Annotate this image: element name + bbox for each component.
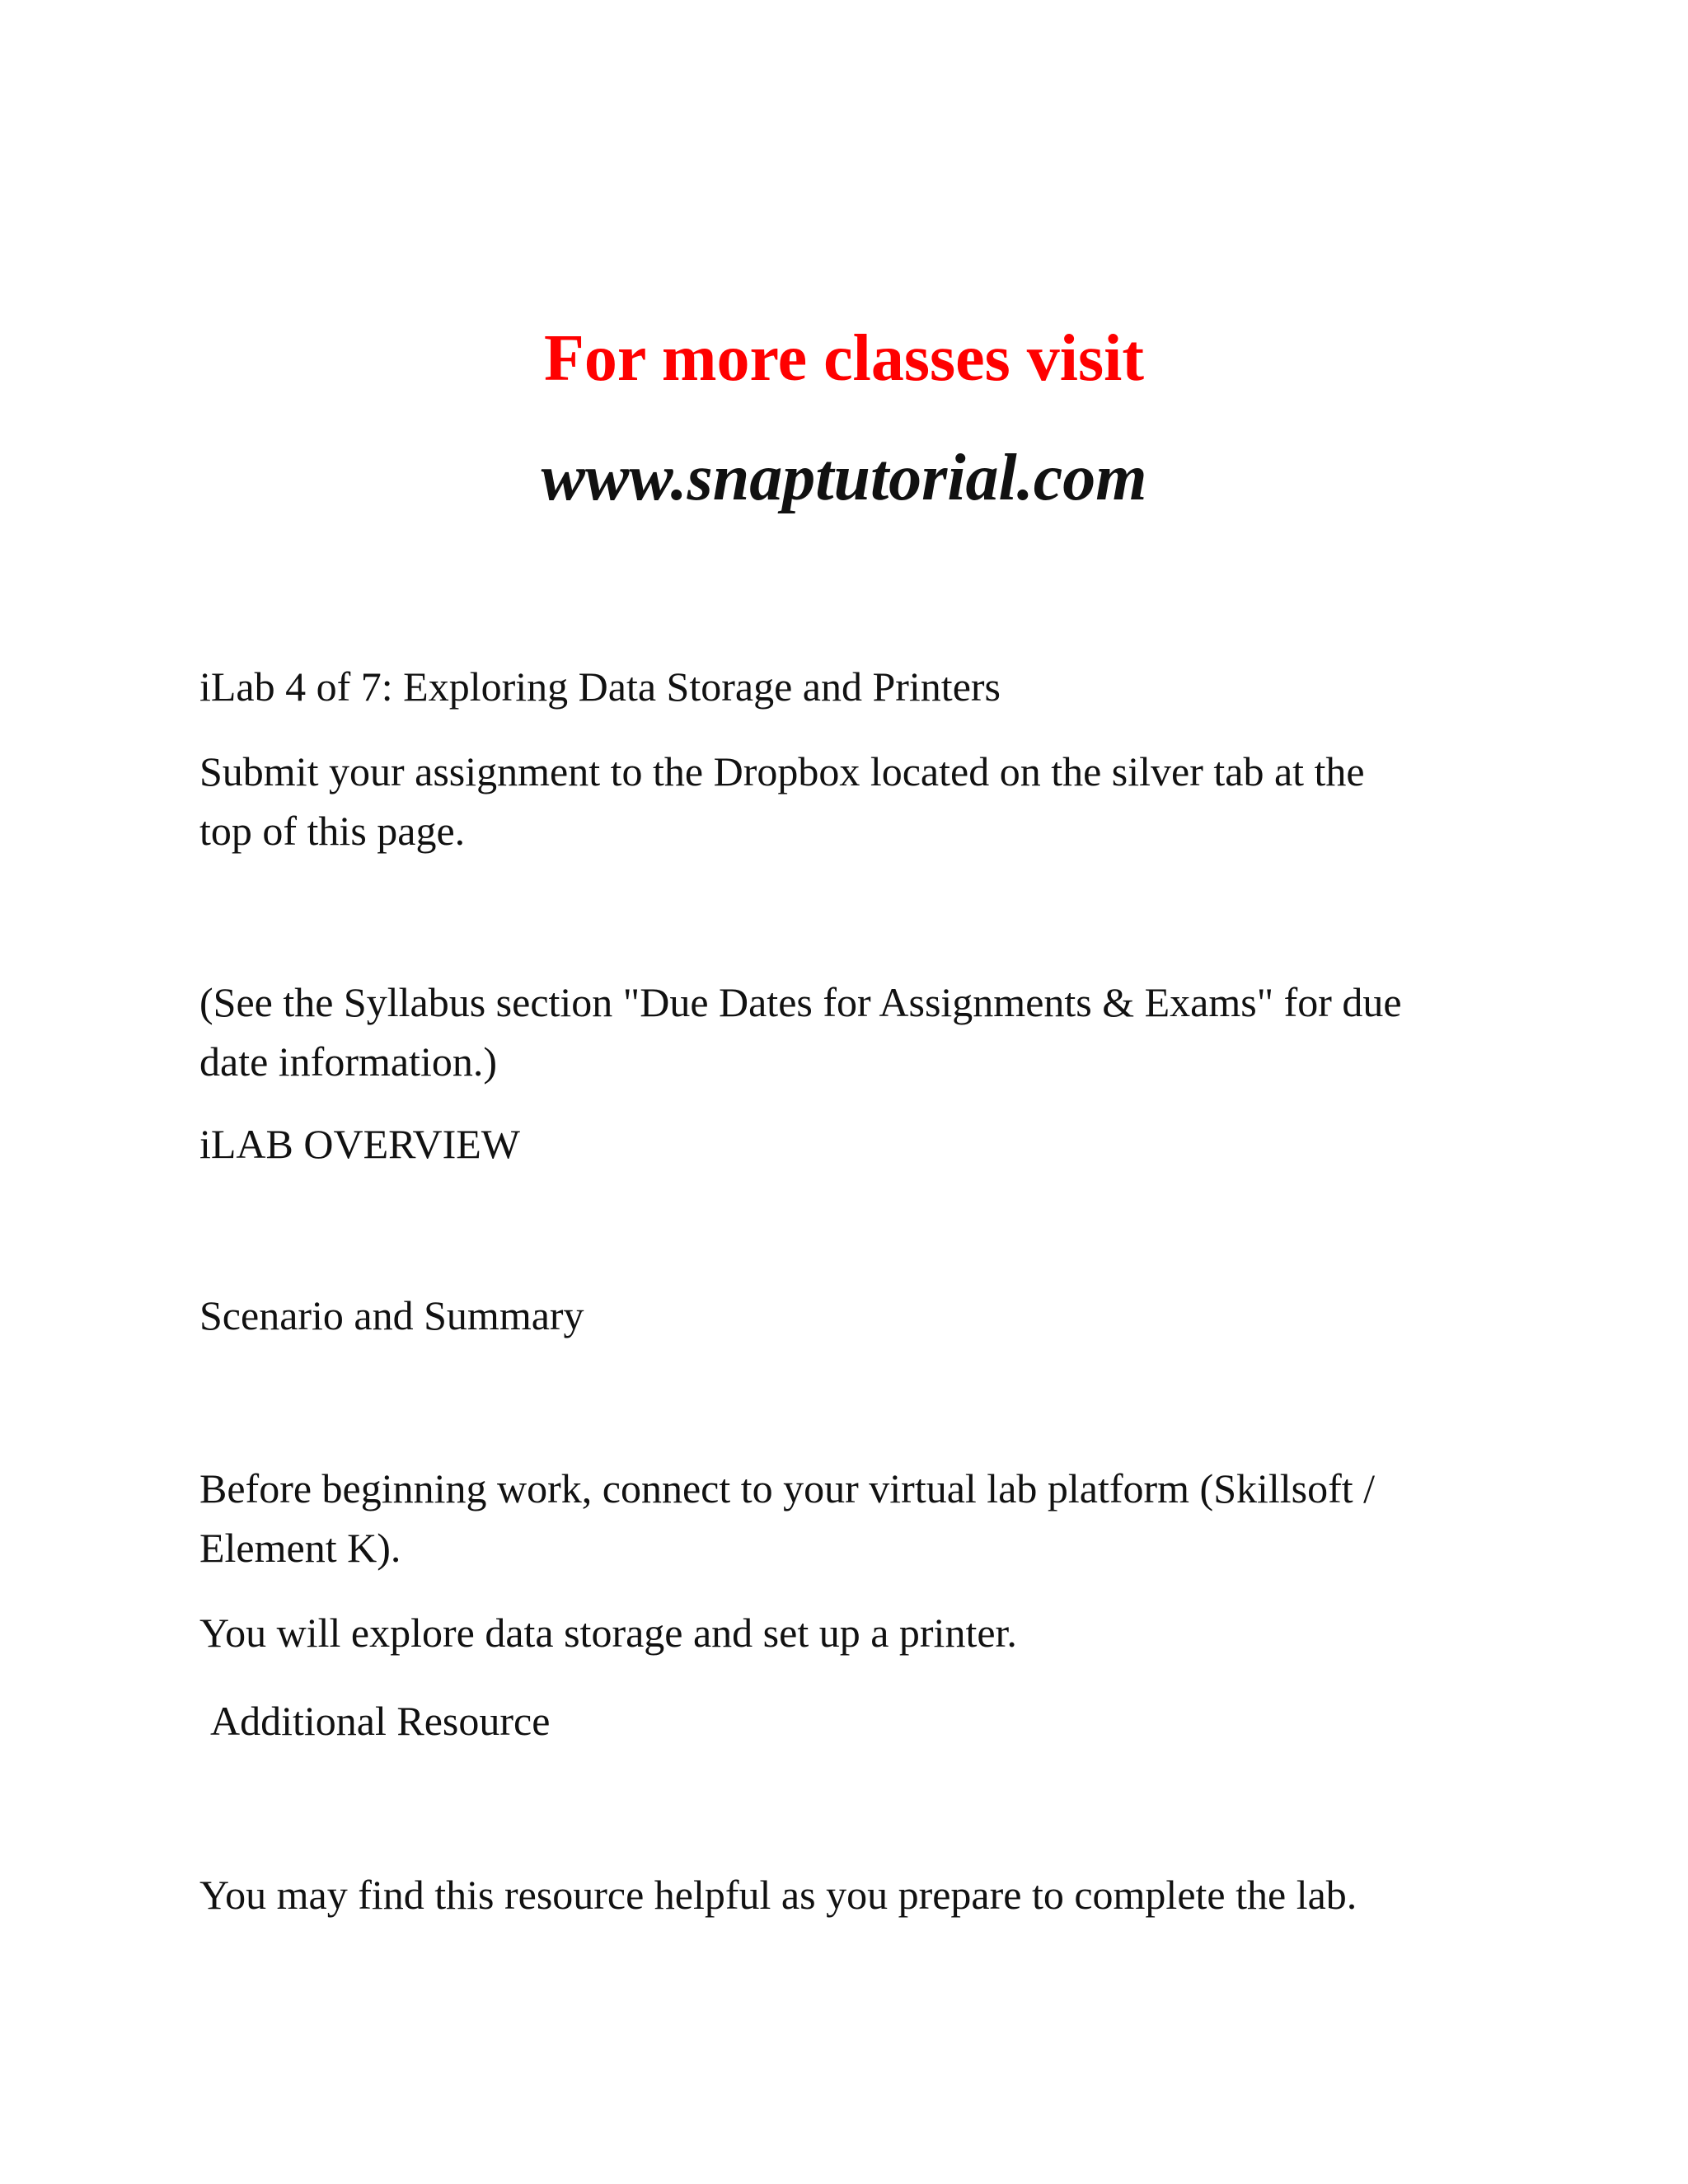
scenario-heading: Scenario and Summary [199, 1292, 584, 1338]
additional-resource-heading: Additional Resource [210, 1698, 551, 1744]
promo-heading: For more classes visit [543, 322, 1144, 395]
syllabus-note: (See the Syllabus section "Due Dates for Assignments & Exams" for due date information.) [199, 979, 1402, 1085]
explore-text: You will explore data storage and set up a printer. [199, 1610, 1017, 1656]
submit-instructions: Submit your assignment to the Dropbox located on the silver tab at the top of this page. [199, 748, 1365, 854]
before-beginning-text: Before beginning work, connect to your virtual lab platform (Skillsoft / Element K). [199, 1465, 1376, 1571]
lab-title: iLab 4 of 7: Exploring Data Storage and Printers [199, 663, 1001, 710]
resource-note: You may find this resource helpful as you prepare to complete the lab. [199, 1872, 1357, 1918]
website-link[interactable]: www.snaptutorial.com [541, 442, 1147, 514]
overview-heading: iLAB OVERVIEW [199, 1121, 520, 1167]
